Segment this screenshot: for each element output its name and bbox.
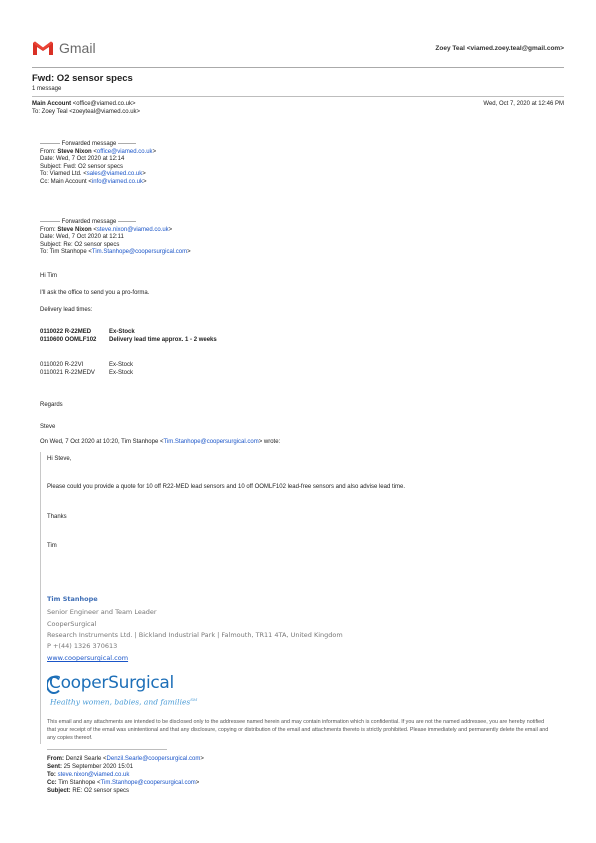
older-sent: Sent: 25 September 2020 15:01: [47, 764, 134, 771]
thread-subject: Fwd: O2 sensor specs: [32, 73, 133, 84]
disclaimer: This email and any attachments are intended to be disclosed only to the addressee named herein and may contain information which is confidential. If you are not the named addressee, you are hereby notified that your receipt of the email was unintentional and that any disclosure, copying or distribution of the email and attachments thereto is strictly prohibited. Please immediately and permanently delete the email and any copies thereof.: [47, 719, 549, 742]
forward-subject: Subject: Re: O2 sensor specs: [40, 241, 120, 248]
subject-divider: [32, 96, 564, 97]
lead-time-row: 0110022 R-22MED Ex-Stock: [40, 329, 135, 335]
gmail-wordmark: Gmail: [59, 40, 96, 56]
lead-time-row: 0110600 OOMLF102 Delivery lead time approx. 1 - 2 weeks: [40, 336, 217, 343]
message-date: Wed, Oct 7, 2020 at 12:46 PM: [483, 101, 564, 107]
sender-name: Main Account: [32, 101, 72, 107]
forward-date: Date: Wed, 7 Oct 2020 at 12:14: [40, 156, 125, 162]
gmail-logo-icon: [32, 40, 54, 56]
quote-bar: [40, 452, 41, 744]
forward-date: Date: Wed, 7 Oct 2020 at 12:11: [40, 234, 124, 240]
email-link[interactable]: steve.nixon@viamed.co.uk: [57, 772, 130, 779]
email-link[interactable]: Tim.Stanhope@coopersurgical.com: [163, 439, 259, 445]
signature-phone: P +(44) 1326 370613: [47, 642, 118, 650]
older-to: To: steve.nixon@viamed.co.uk: [47, 772, 130, 779]
logo-tagline: Healthy women, babies, and families℠: [50, 697, 198, 707]
message-count: 1 message: [32, 86, 62, 92]
email-link[interactable]: Denzil.Searle@coopersurgical.com: [106, 756, 201, 762]
email-link[interactable]: Tim.Stanhope@coopersurgical.com: [100, 780, 196, 787]
message-recipient: To: Zoey Teal <zoeyteal@viamed.co.uk>: [32, 109, 141, 115]
body-greeting: Hi Tim: [40, 273, 57, 279]
forward-separator: ---------- Forwarded message ---------: [40, 141, 136, 147]
email-link[interactable]: Tim.Stanhope@coopersurgical.com: [91, 249, 188, 255]
signature-address: Research Instruments Ltd. | Bickland Industrial Park | Falmouth, TR11 4TA, United Kingdom: [47, 631, 343, 639]
forward-to: To: Tim Stanhope <Tim.Stanhope@coopersurgical.com>: [40, 249, 191, 255]
gmail-header: [32, 40, 564, 58]
signature-company: CooperSurgical: [47, 620, 97, 628]
forward-cc: Cc: Main Account <info@viamed.co.uk>: [40, 178, 147, 185]
lead-time-list: [40, 362, 133, 377]
lead-time-row: 0110020 R-22VI Ex-Stock: [40, 362, 134, 368]
body-signoff: Steve: [40, 424, 56, 430]
quote-name: Tim: [47, 543, 57, 549]
forward-separator: ---------- Forwarded message ---------: [40, 219, 136, 225]
account-user: Zoey Teal <viamed.zoey.teal@gmail.com>: [435, 45, 564, 52]
older-subject: Subject: RE: O2 sensor specs: [47, 788, 130, 795]
quote-thanks: Thanks: [47, 514, 67, 520]
signature-title: Senior Engineer and Team Leader: [47, 608, 157, 616]
lead-time-list-bold: [40, 329, 217, 344]
email-link[interactable]: office@viamed.co.uk: [96, 148, 153, 155]
forward-from: From: Steve Nixon <office@viamed.co.uk>: [40, 148, 157, 155]
signature-website[interactable]: www.coopersurgical.com: [47, 654, 129, 662]
email-link[interactable]: sales@viamed.co.uk: [86, 171, 143, 177]
email-link[interactable]: steve.nixon@viamed.co.uk: [96, 226, 169, 233]
forward-to: To: Viamed Ltd. <sales@viamed.co.uk>: [40, 171, 146, 177]
signature-name: Tim Stanhope: [47, 595, 98, 603]
older-from: From: Denzil Searle <Denzil.Searle@coopersurgical.com>: [47, 756, 204, 762]
email-link[interactable]: info@viamed.co.uk: [91, 178, 143, 185]
message-sender[interactable]: [32, 101, 135, 109]
older-message-header: [47, 755, 204, 795]
header-divider: [32, 67, 564, 68]
older-cc: Cc: Tim Stanhope <Tim.Stanhope@coopersurgical.com>: [47, 780, 200, 787]
quote-greeting: Hi Steve,: [47, 456, 72, 462]
quote-intro: On Wed, 7 Oct 2020 at 10:20, Tim Stanhope <Tim.Stanhope@coopersurgical.com> wrote:: [40, 439, 281, 445]
body-line: Delivery lead times:: [40, 307, 93, 313]
older-message-divider: [47, 749, 167, 750]
coopersurgical-logo: [47, 673, 198, 713]
forward-block-2: [40, 219, 540, 257]
sender-email: <office@viamed.co.uk>: [72, 101, 136, 107]
body-regards: Regards: [40, 402, 63, 408]
forward-block-1: [40, 141, 540, 186]
logo-wordmark: CooperSurgical: [49, 673, 174, 693]
forward-from: From: Steve Nixon <steve.nixon@viamed.co.uk>: [40, 226, 173, 233]
lead-time-row: 0110021 R-22MEDV Ex-Stock: [40, 369, 134, 376]
body-line: I'll ask the office to send you a pro-forma.: [40, 290, 150, 296]
forward-subject: Subject: Fwd: O2 sensor specs: [40, 163, 124, 170]
quote-request: Please could you provide a quote for 10 off R22-MED lead sensors and 10 off OOMLF102 lead-free sensors and also advise lead time.: [47, 484, 405, 490]
